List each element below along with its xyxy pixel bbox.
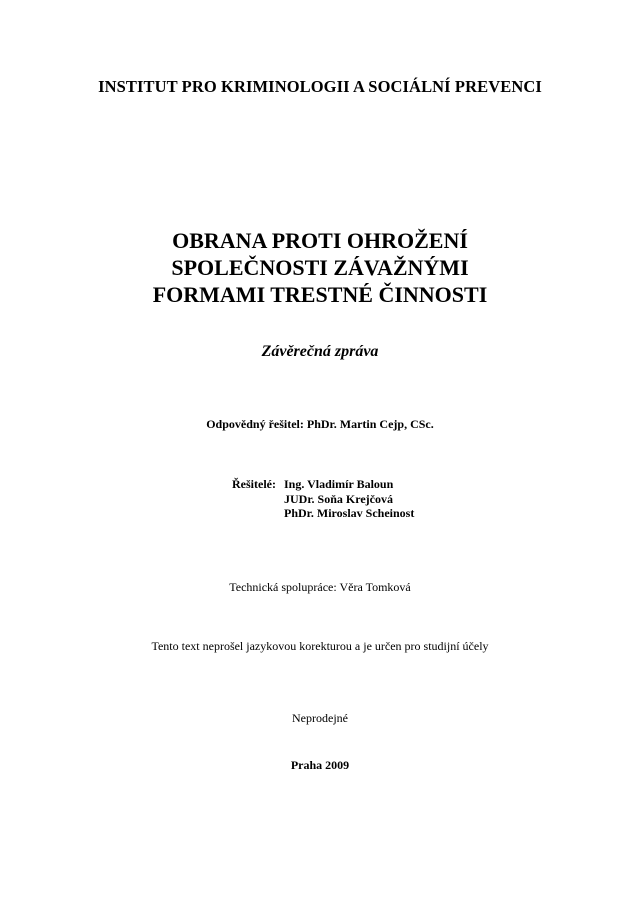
responsible-researcher: Odpovědný řešitel: PhDr. Martin Cejp, CSc. [206,417,434,431]
researcher-name: JUDr. Soňa Krejčová [284,491,393,506]
not-for-sale-note: Neprodejné [292,711,348,725]
researcher-name: PhDr. Miroslav Scheinost [284,506,415,520]
institute-heading: INSTITUT PRO KRIMINOLOGII A SOCIÁLNÍ PREVENCI [98,77,542,96]
place-and-year: Praha 2009 [290,758,350,772]
title-line-3: FORMAMI TRESTNÉ ČINNOSTI [152,282,488,307]
researcher-row [0,492,640,507]
researchers-label: Řešitelé: [232,477,276,491]
researcher-row [0,477,640,492]
title-line-2: SPOLEČNOSTI ZÁVAŽNÝMI [171,255,469,280]
technical-cooperation: Technická spolupráce: Věra Tomková [229,580,411,594]
researchers-block [0,477,640,521]
report-subtitle: Závěrečná zpráva [261,343,379,360]
title-line-1: OBRANA PROTI OHROŽENÍ [172,228,468,253]
researcher-row [0,506,640,521]
researcher-name: Ing. Vladimír Baloun [284,477,394,491]
proofreading-disclaimer: Tento text neprošel jazykovou korekturou a je určen pro studijní účely [151,639,489,653]
